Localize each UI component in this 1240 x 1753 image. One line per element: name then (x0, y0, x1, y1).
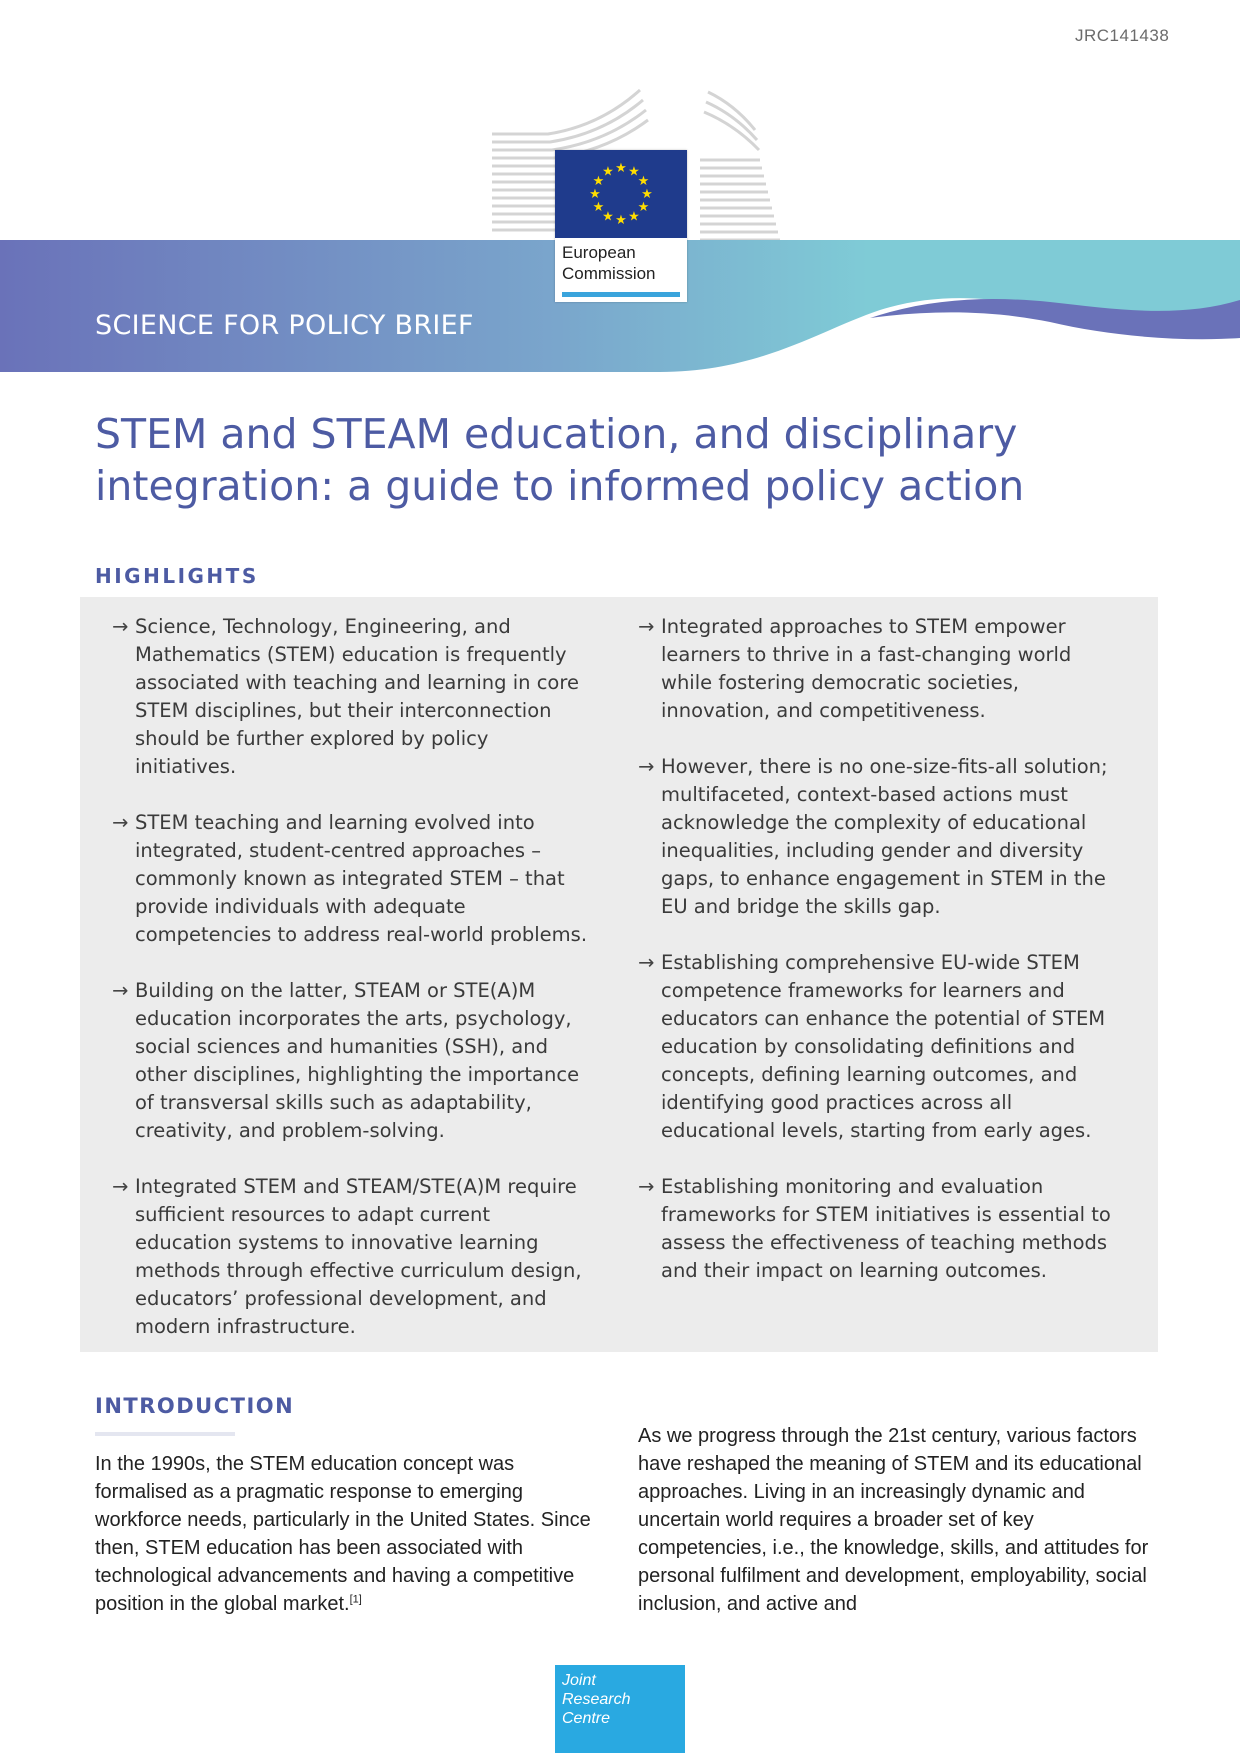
svg-text:★: ★ (628, 164, 640, 180)
svg-text:★: ★ (592, 174, 605, 189)
building-right-lines (700, 92, 780, 240)
introduction-heading: INTRODUCTION (95, 1394, 295, 1418)
highlight-text: Establishing monitoring and evaluation frameworks for STEM initiatives is essential to assess the effectiveness of teaching methods and their impact on learning outcomes. (661, 1175, 1111, 1282)
highlight-text: Integrated STEM and STEAM/STE(A)M require sufficient resources to adapt current education systems to innovative learning methods through effective curriculum design, educators’ professional development, and modern infrastructure. (135, 1175, 582, 1338)
arrow-right-icon: → (638, 951, 655, 974)
highlight-text: STEM teaching and learning evolved into integrated, student-centred approaches – commonly known as integrated STEM – that provide individuals with adequate competencies to address real-world problems. (135, 811, 588, 946)
series-label: SCIENCE FOR POLICY BRIEF (95, 310, 474, 341)
ec-logo-text: European Commission (562, 243, 656, 283)
svg-text:★: ★ (589, 187, 601, 202)
introduction-left-paragraph (95, 1450, 610, 1618)
highlight-item (112, 1173, 592, 1341)
jrc-logo-line: Joint (562, 1672, 596, 1689)
european-commission-logo (555, 150, 687, 302)
jrc-logo (555, 1665, 685, 1753)
footnote-reference[interactable]: [1] (349, 1593, 362, 1606)
arrow-right-icon: → (638, 755, 655, 778)
highlight-item (112, 977, 592, 1145)
document-id: JRC141438 (1075, 26, 1170, 45)
arrow-right-icon: → (112, 615, 129, 638)
highlight-item (638, 613, 1116, 725)
svg-text:★: ★ (602, 209, 614, 225)
svg-text:★: ★ (641, 187, 653, 202)
highlight-item (112, 809, 592, 949)
svg-text:★: ★ (615, 213, 627, 228)
ec-logo-underline (562, 292, 680, 297)
introduction-right-paragraph: As we progress through the 21st century, various factors have reshaped the meaning of STEM and its educational approaches. Living in an increasingly dynamic and uncertain world requires a broader set of key competencies, i.e., the knowledge, skills, and attitudes for personal fulfilment and development, employability, social inclusion, and active and (638, 1425, 1149, 1615)
svg-text:★: ★ (637, 174, 650, 189)
highlights-right-column (638, 613, 1116, 1313)
svg-text:★: ★ (628, 209, 640, 225)
highlight-item (638, 1173, 1116, 1285)
highlight-text: However, there is no one-size-fits-all solution; multifaceted, context-based actions must acknowledge the complexity of educational inequalities, including gender and diversity gaps, to enhance engagement in STEM in the EU and bridge the skills gap. (661, 755, 1108, 918)
page-title: STEM and STEAM education, and disciplinary integration: a guide to informed policy action (95, 410, 1025, 510)
svg-text:★: ★ (602, 164, 614, 180)
arrow-right-icon: → (638, 615, 655, 638)
svg-text:★: ★ (615, 161, 627, 176)
eu-flag-icon (555, 150, 687, 238)
jrc-logo-line: Research (562, 1691, 631, 1708)
introduction-left-text: In the 1990s, the STEM education concept was formalised as a pragmatic response to emerging workforce needs, particularly in the United States. Since then, STEM education has been associated with technological advancements and having a competitive position in the global market. (95, 1453, 591, 1615)
highlights-box (80, 597, 1158, 1352)
introduction-rule (95, 1432, 235, 1436)
jrc-logo-line: Centre (562, 1710, 611, 1727)
jrc-logo-text (562, 1671, 630, 1728)
svg-text:★: ★ (592, 200, 605, 215)
highlight-item (112, 613, 592, 781)
highlights-heading: HIGHLIGHTS (95, 564, 259, 588)
highlight-text: Science, Technology, Engineering, and Mathematics (STEM) education is frequently associated with teaching and learning in core STEM disciplines, but their interconnection should be further explored by policy initiatives. (135, 615, 579, 778)
highlight-text: Establishing comprehensive EU-wide STEM competence frameworks for learners and educators can enhance the potential of STEM education by consolidating definitions and concepts, defining learning outcomes, and identifying good practices across all educational levels, starting from early ages. (661, 951, 1106, 1142)
highlights-left-column (112, 613, 592, 1369)
highlight-text: Integrated approaches to STEM empower learners to thrive in a fast-changing world while fostering democratic societies, innovation, and competitiveness. (661, 615, 1072, 722)
svg-text:★: ★ (637, 200, 650, 215)
arrow-right-icon: → (112, 979, 129, 1002)
arrow-right-icon: → (112, 811, 129, 834)
arrow-right-icon: → (638, 1175, 655, 1198)
highlight-text: Building on the latter, STEAM or STE(A)M education incorporates the arts, psychology, social sciences and humanities (SSH), and other disciplines, highlighting the importance of transversal skills such as adaptability, creativity, and problem-solving. (135, 979, 580, 1142)
arrow-right-icon: → (112, 1175, 129, 1198)
highlight-item (638, 753, 1116, 921)
highlight-item (638, 949, 1116, 1145)
